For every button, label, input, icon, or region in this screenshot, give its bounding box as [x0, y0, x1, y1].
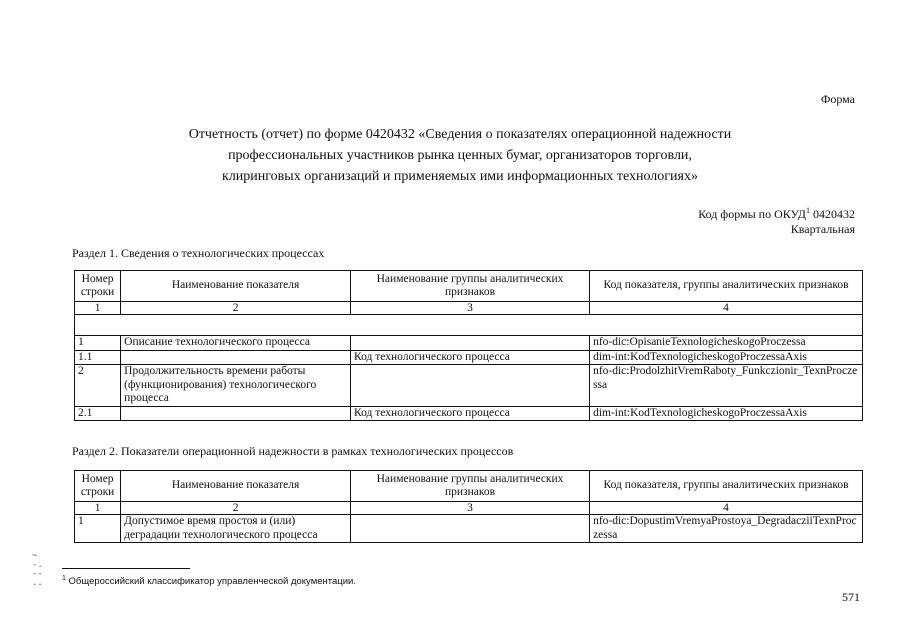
okud-footnote-ref: 1 [806, 206, 810, 215]
table-row [75, 365, 863, 407]
table-header-row [75, 271, 863, 302]
row-number: 1.1 [75, 350, 121, 365]
okud-period: Квартальная [790, 222, 855, 236]
margin-marks: ~ -. -- .. [32, 551, 43, 588]
indicator-name: Допустимое время простоя и (или) деградации технологического процесса [121, 515, 351, 543]
header-row-number: Номер строки [75, 471, 121, 502]
indicator-code: dim-int:KodTexnologicheskogoProczessaAxis [590, 350, 863, 365]
column-number: 3 [351, 302, 590, 315]
title-line: Отчетность (отчет) по форме 0420432 «Сведения о показателях операционной надежности [188, 127, 732, 142]
column-number: 1 [75, 302, 121, 315]
section-1-table [74, 270, 863, 421]
table-row [75, 515, 863, 543]
page-number: 571 [842, 590, 860, 604]
column-numbers-row [75, 502, 863, 515]
footnote [62, 575, 356, 587]
column-number: 3 [351, 502, 590, 515]
indicator-name [121, 350, 351, 365]
column-numbers-row [75, 302, 863, 315]
okud-label: Код формы по ОКУД [698, 207, 806, 221]
indicator-code: nfo-dic:ProdolzhitVremRaboty_Funkczionir_TexnProczessa [590, 365, 863, 407]
header-indicator-code: Код показателя, группы аналитических признаков [590, 271, 863, 302]
row-number: 1 [75, 336, 121, 351]
header-indicator-code: Код показателя, группы аналитических признаков [590, 471, 863, 502]
title-line: клиринговых организаций и применяемых ими информационных технологиях» [222, 169, 698, 184]
group-name [351, 336, 590, 351]
okud-code: 0420432 [813, 207, 855, 221]
indicator-code: nfo-dic:DopustimVremyaProstoya_DegradacziiTexnProczessa [590, 515, 863, 543]
row-number: 1 [75, 515, 121, 543]
group-name [351, 515, 590, 543]
section-2-title: Раздел 2. Показатели операционной надежности в рамках технологических процессов [72, 444, 514, 458]
indicator-name: Продолжительность времени работы (функционирования) технологического процесса [121, 365, 351, 407]
group-name [351, 365, 590, 407]
header-group-name: Наименование группы аналитических признаков [351, 471, 590, 502]
table-row [75, 406, 863, 421]
header-row-number: Номер строки [75, 271, 121, 302]
blank-row [75, 315, 863, 336]
row-number: 2 [75, 365, 121, 407]
column-number: 4 [590, 502, 863, 515]
okud-block [698, 203, 855, 237]
group-name: Код технологического процесса [351, 406, 590, 421]
table-header-row [75, 471, 863, 502]
indicator-code: dim-int:KodTexnologicheskogoProczessaAxis [590, 406, 863, 421]
column-number: 1 [75, 502, 121, 515]
column-number: 2 [121, 502, 351, 515]
table-row [75, 350, 863, 365]
column-number: 4 [590, 302, 863, 315]
table-row [75, 336, 863, 351]
indicator-code: nfo-dic:OpisanieTexnologicheskogoProczessa [590, 336, 863, 351]
group-name: Код технологического процесса [351, 350, 590, 365]
footnote-ref: 1 [62, 575, 66, 582]
indicator-name: Описание технологического процесса [121, 336, 351, 351]
form-label: Форма [820, 92, 855, 106]
header-indicator-name: Наименование показателя [121, 271, 351, 302]
column-number: 2 [121, 302, 351, 315]
header-group-name: Наименование группы аналитических признаков [351, 271, 590, 302]
section-2-table [74, 470, 863, 543]
indicator-name [121, 406, 351, 421]
section-1-title: Раздел 1. Сведения о технологических процессах [72, 246, 325, 260]
report-title [140, 124, 780, 187]
footnote-divider [62, 568, 190, 569]
header-indicator-name: Наименование показателя [121, 471, 351, 502]
footnote-text: Общероссийский классификатор управленческой документации. [68, 576, 356, 588]
row-number: 2.1 [75, 406, 121, 421]
title-line: профессиональных участников рынка ценных бумаг, организаторов торговли, [228, 148, 692, 163]
